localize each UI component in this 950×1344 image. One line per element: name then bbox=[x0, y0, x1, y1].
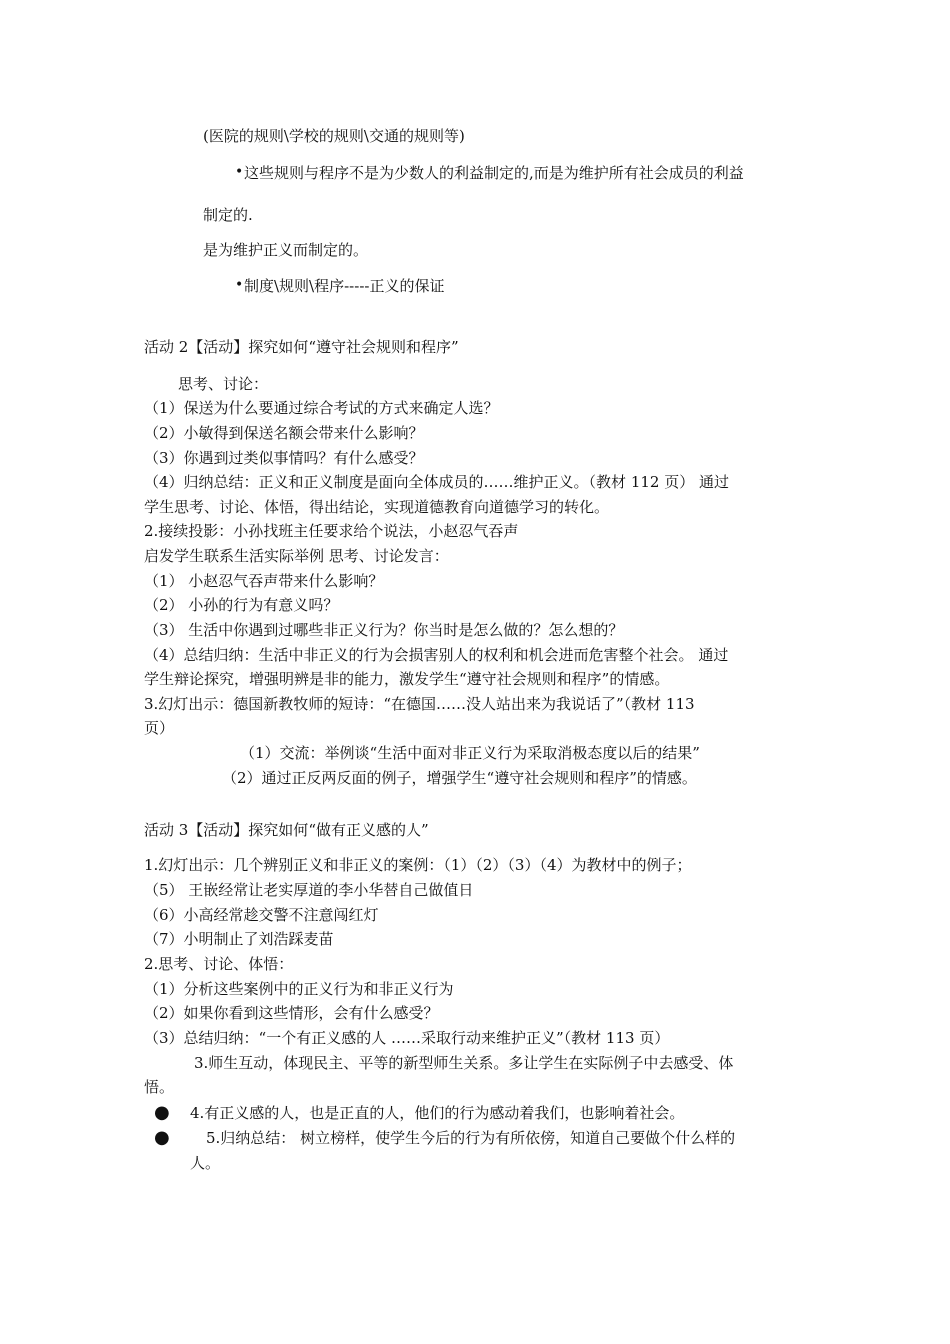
activity-3-line: （5） 王嵌经常让老实厚道的李小华替自己做值日 bbox=[144, 881, 474, 899]
activity-2-line: 思考、讨论： bbox=[178, 375, 269, 393]
activity-3-line: （2）如果你看到这些情形，会有什么感受？ bbox=[144, 1004, 439, 1022]
activity-3-line: 1.幻灯出示：几个辨别正义和非正义的案例：（1）（2）（3）（4）为教材中的例子； bbox=[144, 856, 692, 874]
activity-3-line: （1）分析这些案例中的正义行为和非正义行为 bbox=[144, 980, 454, 998]
intro-line-1: (医院的规则\学校的规则\交通的规则等) bbox=[203, 127, 465, 145]
bullet-icon: • bbox=[235, 164, 244, 180]
activity-2-line: （2）通过正反两反面的例子，增强学生“遵守社会规则和程序”的情感。 bbox=[222, 769, 697, 787]
activity-3-line: 人。 bbox=[190, 1154, 221, 1172]
activity-3-line: 3.师生互动，体现民主、平等的新型师生关系。多让学生在实际例子中去感受、体 bbox=[194, 1054, 734, 1072]
activity-2-heading: 活动 2【活动】探究如何“遵守社会规则和程序” bbox=[144, 338, 459, 356]
activity-2-line: 页） bbox=[144, 719, 175, 737]
intro-line-4: 是为维护正义而制定的。 bbox=[203, 241, 369, 259]
activity-3-line: 2.思考、讨论、体悟： bbox=[144, 955, 294, 973]
activity-3-line: （3）总结归纳：“一个有正义感的人 ……采取行动来维护正义”（教材 113 页） bbox=[144, 1029, 670, 1047]
activity-2-line: 学生辩论探究，增强明辨是非的能力，激发学生“遵守社会规则和程序”的情感。 bbox=[144, 670, 670, 688]
activity-3-line: （6）小高经常趁交警不注意闯红灯 bbox=[144, 906, 379, 924]
intro-line-3: 制定的. bbox=[203, 206, 253, 224]
activity-3-line: 5.归纳总结： 树立榜样，使学生今后的行为有所依傍，知道自己要做个什么样的 bbox=[206, 1129, 736, 1147]
activity-2-line: 3.幻灯出示：德国新教牧师的短诗：“在德国……没人站出来为我说话了”（教材 113 bbox=[144, 695, 695, 713]
activity-2-line: （1） 小赵忍气吞声带来什么影响？ bbox=[144, 572, 384, 590]
activity-3-heading: 活动 3【活动】探究如何“做有正义感的人” bbox=[144, 821, 429, 839]
activity-2-line: （4）总结归纳：生活中非正义的行为会损害别人的权利和机会进而危害整个社会。 通过 bbox=[144, 646, 729, 664]
activity-2-line: （1）保送为什么要通过综合考试的方式来确定人选？ bbox=[144, 399, 499, 417]
intro-line-2: 这些规则与程序不是为少数人的利益制定的,而是为维护所有社会成员的利益 bbox=[244, 164, 744, 182]
activity-2-line: （4）归纳总结：正义和正义制度是面向全体成员的……维护正义。（教材 112 页） 通过 bbox=[144, 473, 729, 491]
activity-2-line: 2.接续投影：小孙找班主任要求给个说法，小赵忍气吞声 bbox=[144, 522, 519, 540]
intro-line-5: 制度\规则\程序-----正义的保证 bbox=[244, 277, 445, 295]
activity-2-line: 启发学生联系生活实际举例 思考、讨论发言： bbox=[144, 547, 449, 565]
bullet-icon: • bbox=[235, 277, 244, 293]
activity-2-line: （2）小敏得到保送名额会带来什么影响？ bbox=[144, 424, 424, 442]
activity-3-line: （7）小明制止了刘浩踩麦苗 bbox=[144, 930, 334, 948]
activity-2-line: （3） 生活中你遇到过哪些非正义行为？你当时是怎么做的？怎么想的？ bbox=[144, 621, 624, 639]
activity-2-line: （1）交流：举例谈“生活中面对非正义行为采取消极态度以后的结果” bbox=[240, 744, 700, 762]
activity-2-line: （3）你遇到过类似事情吗？有什么感受？ bbox=[144, 449, 424, 467]
bullet-disc-icon: ● bbox=[154, 1127, 170, 1148]
activity-2-line: （2） 小孙的行为有意义吗？ bbox=[144, 596, 339, 614]
bullet-disc-icon: ● bbox=[154, 1102, 170, 1123]
activity-3-line: 悟。 bbox=[144, 1078, 175, 1096]
activity-3-line: 4.有正义感的人，也是正直的人，他们的行为感动着我们，也影响着社会。 bbox=[190, 1104, 685, 1122]
activity-2-line: 学生思考、讨论、体悟，得出结论，实现道德教育向道德学习的转化。 bbox=[144, 498, 610, 516]
